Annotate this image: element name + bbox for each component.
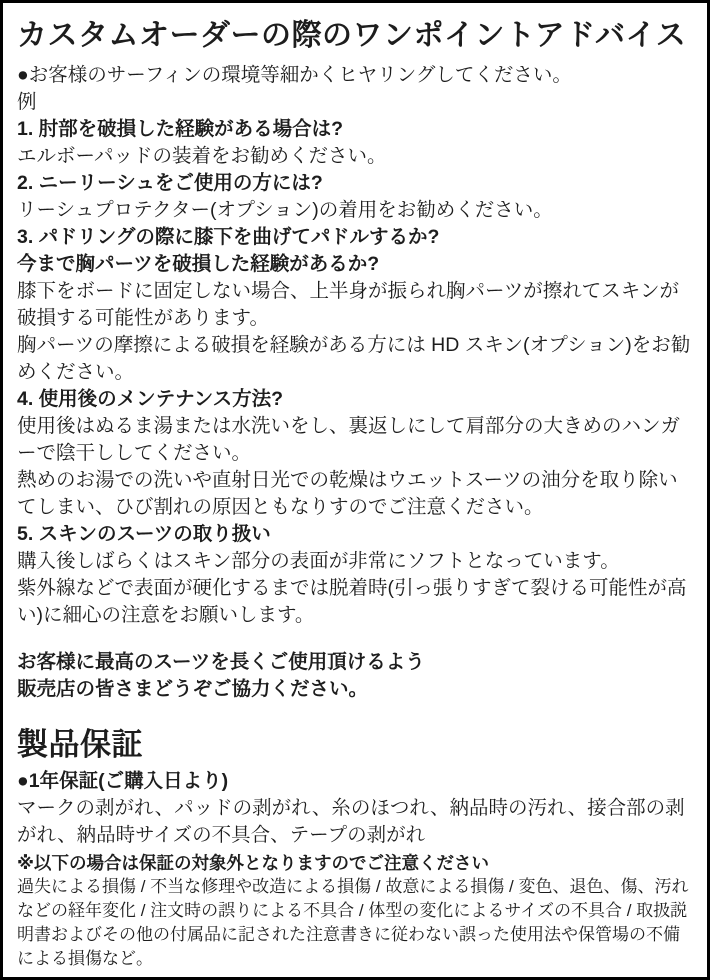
advice-section <box>17 17 691 703</box>
item-paragraph: エルボーパッドの装着をお勧めください。 <box>17 145 387 167</box>
advice-item-3 <box>17 224 691 386</box>
advice-item-1 <box>17 116 691 170</box>
warranty-covered-items: マークの剥がれ、パッドの剥がれ、糸のほつれ、納品時の汚れ、接合部の剥がれ、納品時サイズの不具合、テープの剥がれ <box>17 797 685 846</box>
example-label: 例 <box>17 91 37 113</box>
closing-block <box>17 649 691 703</box>
warranty-subtitle: ●1年保証(ご購入日より) <box>17 770 229 792</box>
warranty-exclusions: 過失による損傷 / 不当な修理や改造による損傷 / 故意による損傷 / 変色、退色、傷、汚れなどの経年変化 / 注文時の誤りによる不具合 / 体型の変化によるサイズの不具合 / 取扱説明書およびその他の付属品に記された注意書きに従わない誤った使用法や保管場の不備による損傷など。 <box>17 877 689 968</box>
advice-intro: ●お客様のサーフィンの環境等細かくヒヤリングしてください。 <box>17 64 572 86</box>
item-paragraph: 紫外線などで表面が硬化するまでは脱着時(引っ張りすぎて裂ける可能性が高い)に細心の注意をお願いします。 <box>17 577 687 626</box>
item-paragraph: 使用後はぬるま湯または水洗いをし、裏返しにして肩部分の大きめのハンガーで陰干ししてください。 <box>17 415 681 464</box>
warranty-section <box>17 725 691 971</box>
item-paragraph: 購入後しばらくはスキン部分の表面が非常にソフトとなっています。 <box>17 550 620 572</box>
item-heading: 3. パドリングの際に膝下を曲げてパドルするか? <box>17 226 440 248</box>
closing-line: お客様に最高のスーツを長くご使用頂けるよう <box>17 651 425 673</box>
advice-item-4 <box>17 386 691 521</box>
item-paragraph: リーシュプロテクター(オプション)の着用をお勧めください。 <box>17 199 553 221</box>
item-paragraph: 胸パーツの摩擦による破損を経験がある方には HD スキン(オプション)をお勧めください。 <box>17 334 691 383</box>
item-heading: 今まで胸パーツを破損した経験があるか? <box>17 253 380 275</box>
warranty-exclusion-note: ※以下の場合は保証の対象外となりますのでご注意ください <box>17 853 490 873</box>
closing-line: 販売店の皆さまどうぞご協力ください。 <box>17 678 369 700</box>
advice-title: カスタムオーダーの際のワンポイントアドバイス <box>17 19 687 52</box>
advice-item-2 <box>17 170 691 224</box>
item-heading: 4. 使用後のメンテナンス方法? <box>17 388 284 410</box>
item-paragraph: 膝下をボードに固定しない場合、上半身が振られ胸パーツが擦れてスキンが破損する可能性があります。 <box>17 280 680 329</box>
item-heading: 1. 肘部を破損した経験がある場合は? <box>17 118 344 140</box>
item-heading: 2. ニーリーシュをご使用の方には? <box>17 172 323 194</box>
item-paragraph: 熱めのお湯での洗いや直射日光での乾燥はウエットスーツの油分を取り除いてしまい、ひび割れの原因ともなりすのでご注意ください。 <box>17 469 678 518</box>
advice-item-5 <box>17 521 691 629</box>
warranty-title: 製品保証 <box>17 727 143 762</box>
item-heading: 5. スキンのスーツの取り扱い <box>17 523 271 545</box>
